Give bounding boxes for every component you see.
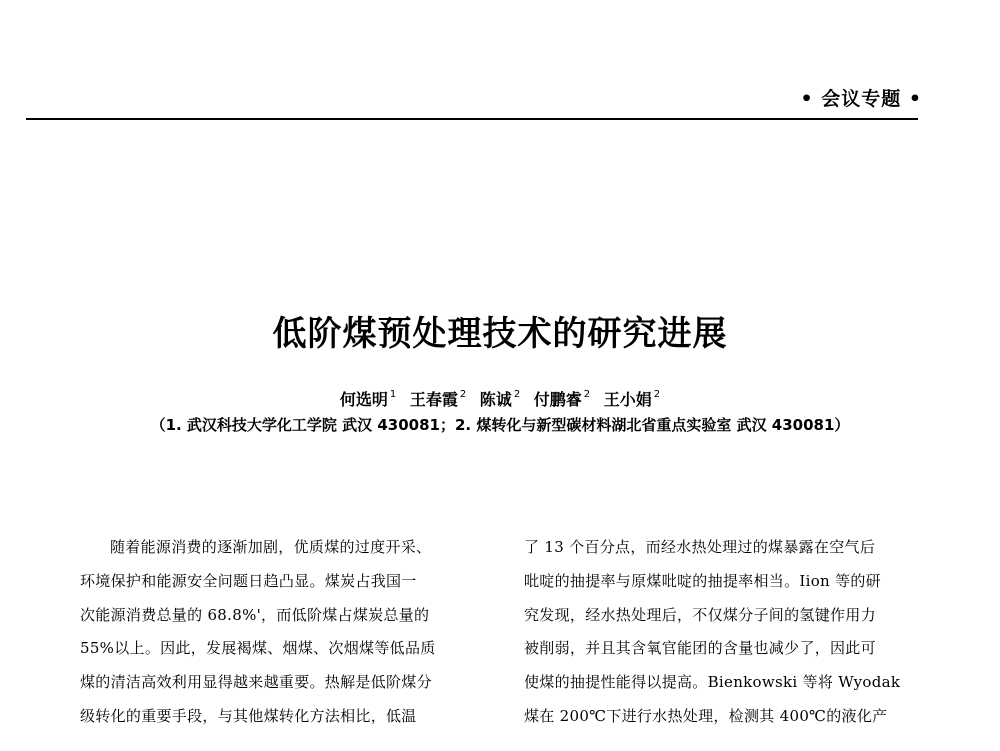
body-line: 煤的清洁高效利用显得越来越重要。热解是低阶煤分 <box>80 673 432 692</box>
body-line: 煤在 200℃下进行水热处理，检测其 400℃的液化产 <box>524 706 888 725</box>
header-rule <box>26 118 918 120</box>
body-line: 吡啶的抽提率与原煤吡啶的抽提率相当。Iion 等的研 <box>524 571 881 590</box>
body-column-right <box>524 531 928 734</box>
author <box>410 390 466 409</box>
author-affiliation-mark: 2 <box>583 388 591 400</box>
body-line: 55%以上。因此，发展褐煤、烟煤、次烟煤等低品质 <box>80 639 436 658</box>
body-line: 究发现，经水热处理后，不仅煤分子间的氢键作用力 <box>524 605 876 624</box>
author-name: 何选明 <box>339 390 388 409</box>
body-line: 随着能源消费的逐渐加剧，优质煤的过度开采、 <box>110 538 432 556</box>
body-line: 级转化的重要手段，与其他煤转化方法相比，低温 <box>80 706 417 725</box>
section-tag: • 会议专题 • <box>800 88 922 110</box>
author <box>604 390 660 409</box>
article-title: 低阶煤预处理技术的研究进展 <box>272 314 728 354</box>
author <box>534 390 590 409</box>
author-affiliation-mark: 2 <box>513 388 521 400</box>
body-line: 次能源消费总量的 68.8%'，而低阶煤占煤炭总量的 <box>80 605 430 624</box>
body-line: 使煤的抽提性能得以提高。Bienkowski 等将 Wyodak <box>524 673 901 692</box>
author <box>480 390 520 409</box>
body-line: 环境保护和能源安全问题日趋凸显。煤炭占我国一 <box>80 571 417 590</box>
affiliation: （1. 武汉科技大学化工学院 武汉 430081；2. 煤转化与新型碳材料湖北省重点实验室 武汉 430081） <box>150 416 850 434</box>
body-line: 了 13 个百分点，而经水热处理过的煤暴露在空气后 <box>524 538 876 556</box>
author-affiliation-mark: 1 <box>389 388 397 400</box>
author-name: 付鹏睿 <box>533 390 582 409</box>
author-affiliation-mark: 2 <box>459 388 467 400</box>
author-name: 王春霞 <box>409 390 458 409</box>
author-name: 陈诚 <box>479 390 512 409</box>
author-affiliation-mark: 2 <box>653 388 661 400</box>
author-name: 王小娟 <box>603 390 652 409</box>
body-column-left <box>80 531 490 734</box>
body-line: 被削弱，并且其含氧官能团的含量也减少了，因此可 <box>524 639 876 658</box>
author-list <box>0 387 1000 410</box>
author <box>340 390 396 409</box>
